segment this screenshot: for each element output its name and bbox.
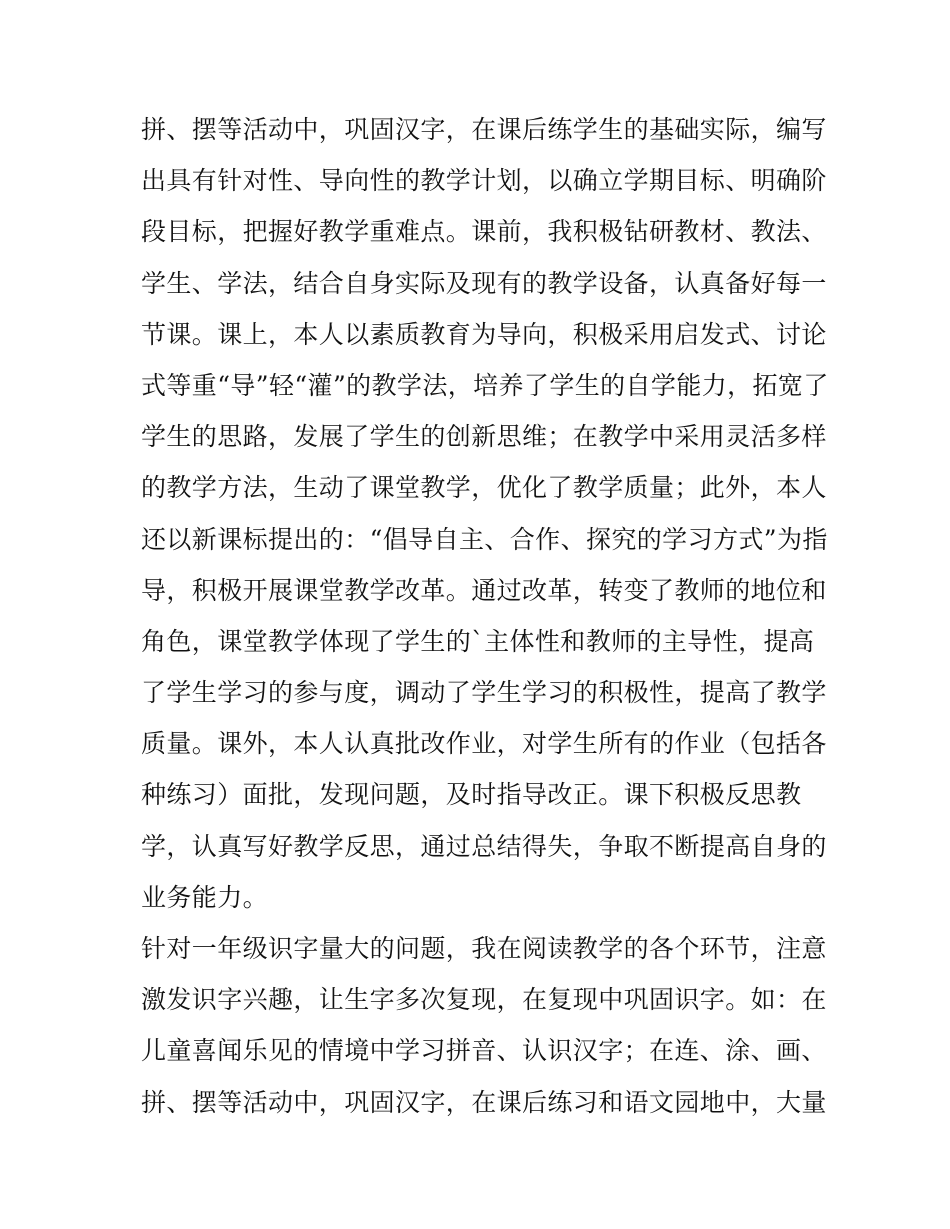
text-line: 激发识字兴趣，让生字多次复现，在复现中巩固识字。如：在	[141, 985, 827, 1015]
text-line: 种练习）面批，发现问题，及时指导改正。课下积极反思教	[141, 780, 802, 810]
text-line: 学，认真写好教学反思，通过总结得失，争取不断提高自身的	[141, 831, 827, 861]
text-line: 业务能力。	[141, 882, 269, 912]
text-line: 质量。课外，本人认真批改作业，对学生所有的作业（包括各	[141, 729, 827, 759]
text-line: 的教学方法，生动了课堂教学，优化了教学质量；此外，本人	[141, 473, 827, 503]
text-line: 了学生学习的参与度，调动了学生学习的积极性，提高了教学	[141, 678, 827, 708]
text-line: 还以新课标提出的：“倡导自主、合作、探究的学习方式”为指	[141, 524, 828, 554]
text-line: 学生、学法，结合自身实际及现有的教学设备，认真备好每一	[141, 268, 827, 298]
body-text	[141, 104, 829, 1128]
text-line: 式等重“导”轻“灌”的教学法，培养了学生的自学能力，拓宽了	[141, 370, 829, 400]
text-line: 学生的思路，发展了学生的创新思维；在教学中采用灵活多样	[141, 422, 827, 452]
text-line: 导，积极开展课堂教学改革。通过改革，转变了教师的地位和	[141, 575, 827, 605]
text-line: 拼、摆等活动中，巩固汉字，在课后练习和语文园地中，大量	[141, 1087, 827, 1117]
text-line: 节课。课上，本人以素质教育为导向，积极采用启发式、讨论	[141, 319, 827, 349]
text-line: 出具有针对性、导向性的教学计划，以确立学期目标、明确阶	[141, 166, 827, 196]
text-line: 拼、摆等活动中，巩固汉字，在课后练学生的基础实际，编写	[141, 115, 827, 144]
text-line: 段目标，把握好教学重难点。课前，我积极钻研教材、教法、	[141, 217, 827, 247]
text-line: 针对一年级识字量大的问题，我在阅读教学的各个环节，注意	[141, 934, 827, 963]
text-line: 角色，课堂教学体现了学生的`主体性和教师的主导性，提高	[141, 626, 815, 656]
text-line: 儿童喜闻乐见的情境中学习拼音、认识汉字；在连、涂、画、	[141, 1036, 827, 1066]
